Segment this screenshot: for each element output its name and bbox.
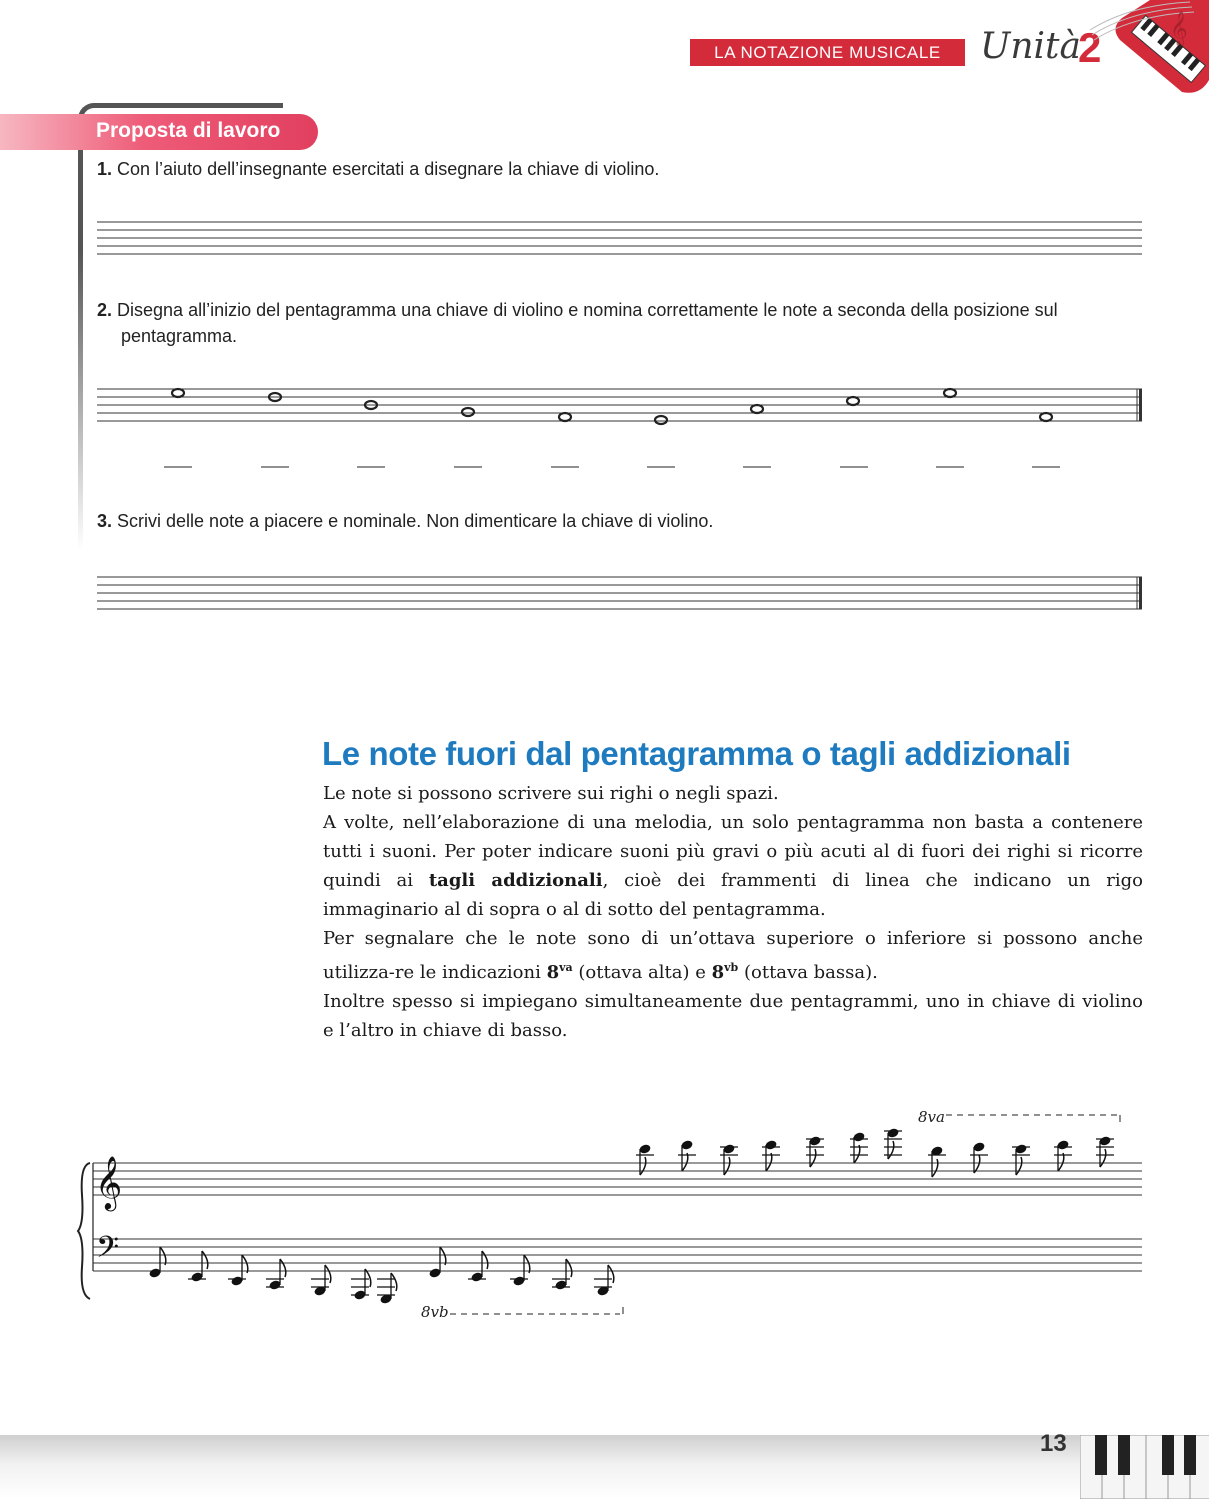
exercise-2-number: 2. bbox=[97, 300, 113, 320]
exercise-3-text: Scrivi delle note a piacere e nominale. Non dimenticare la chiave di violino. bbox=[117, 511, 714, 531]
eighth-note bbox=[928, 1145, 946, 1177]
paragraph-2: A volte, nell’elaborazione di una melodia, un solo pentagramma non basta a contenere tutti i suoni. Per poter indicare suoni più gravi o più acuti al di fuori dei righi si ricorre quindi ai tagli addizionali, cioè dei frammenti di linea che indicano un rigo immaginario al di sopra o al di sotto del pentagramma. bbox=[323, 812, 1144, 920]
unit-word: Unità bbox=[980, 26, 1081, 67]
svg-text:𝄞: 𝄞 bbox=[1170, 11, 1188, 46]
eighth-note bbox=[552, 1259, 572, 1291]
proposta-title: Proposta di lavoro bbox=[96, 119, 281, 142]
grand-staff bbox=[0, 1095, 1209, 1335]
bold-term: tagli addizionali bbox=[428, 870, 603, 891]
eighth-note bbox=[636, 1143, 654, 1175]
piano-keys-icon bbox=[1080, 1435, 1209, 1499]
unit-number: 2 bbox=[1078, 24, 1102, 71]
staff-3[interactable] bbox=[97, 577, 1142, 609]
eighth-note bbox=[850, 1131, 868, 1163]
exercise-2 bbox=[97, 297, 1131, 349]
eighth-note bbox=[468, 1251, 488, 1283]
section-body bbox=[323, 779, 1143, 1045]
page-number: 13 bbox=[1040, 1430, 1067, 1457]
treble-notes bbox=[636, 1127, 1114, 1177]
exercise-1-text: Con l’aiuto dell’insegnante esercitati a disegnare la chiave di violino. bbox=[117, 159, 660, 179]
ottava-bassa-label: 8vb bbox=[421, 1303, 449, 1321]
whole-notes bbox=[172, 389, 1052, 424]
eighth-note bbox=[762, 1139, 780, 1171]
paragraph-4: Inoltre spesso si impiegano simultaneamente due pentagrammi, uno in chiave di violino e l’altro in chiave di basso. bbox=[323, 991, 1143, 1041]
staff-2 bbox=[97, 389, 1142, 421]
eighth-note bbox=[678, 1139, 696, 1171]
bass-clef-icon: 𝄢 bbox=[96, 1231, 120, 1272]
section-title: Le note fuori dal pentagramma o tagli addizionali bbox=[322, 735, 1071, 772]
eighth-note bbox=[188, 1251, 208, 1283]
exercise-2-text: Disegna all’inizio del pentagramma una chiave di violino e nomina correttamente le note a seconda della posizione sul pentagramma. bbox=[117, 300, 1058, 346]
eighth-note bbox=[594, 1265, 614, 1297]
eighth-note bbox=[351, 1269, 371, 1301]
eighth-note bbox=[1054, 1139, 1072, 1171]
ottava-alta-label: 8va bbox=[918, 1108, 945, 1126]
eighth-note bbox=[266, 1259, 286, 1291]
staff-1[interactable] bbox=[97, 222, 1142, 254]
eighth-note bbox=[1096, 1135, 1114, 1167]
brace bbox=[78, 1163, 90, 1299]
eighth-note bbox=[1012, 1143, 1030, 1175]
eighth-note bbox=[970, 1141, 988, 1173]
treble-clef-icon: 𝄞 bbox=[95, 1155, 123, 1209]
paragraph-1: Le note si possono scrivere sui righi o negli spazi. bbox=[323, 783, 779, 804]
bass-notes bbox=[148, 1247, 613, 1305]
section-label: LA NOTAZIONE MUSICALE bbox=[690, 39, 965, 66]
exercise-3 bbox=[97, 508, 1157, 534]
paragraph-3: Per segnalare che le note sono di un’ottava superiore o inferiore si possono anche utilizza-re le indicazioni $8^{va}$ (ottava alta) e $8^{vb}$ (ottava bassa). bbox=[323, 928, 1143, 983]
eighth-note bbox=[884, 1127, 902, 1159]
eighth-note bbox=[720, 1143, 738, 1175]
exercise-3-number: 3. bbox=[97, 511, 113, 531]
exercise-1-number: 1. bbox=[97, 159, 113, 179]
eighth-note bbox=[311, 1265, 331, 1297]
footer-band bbox=[0, 1435, 1209, 1499]
eighth-note bbox=[377, 1273, 397, 1305]
eighth-note bbox=[806, 1135, 824, 1167]
